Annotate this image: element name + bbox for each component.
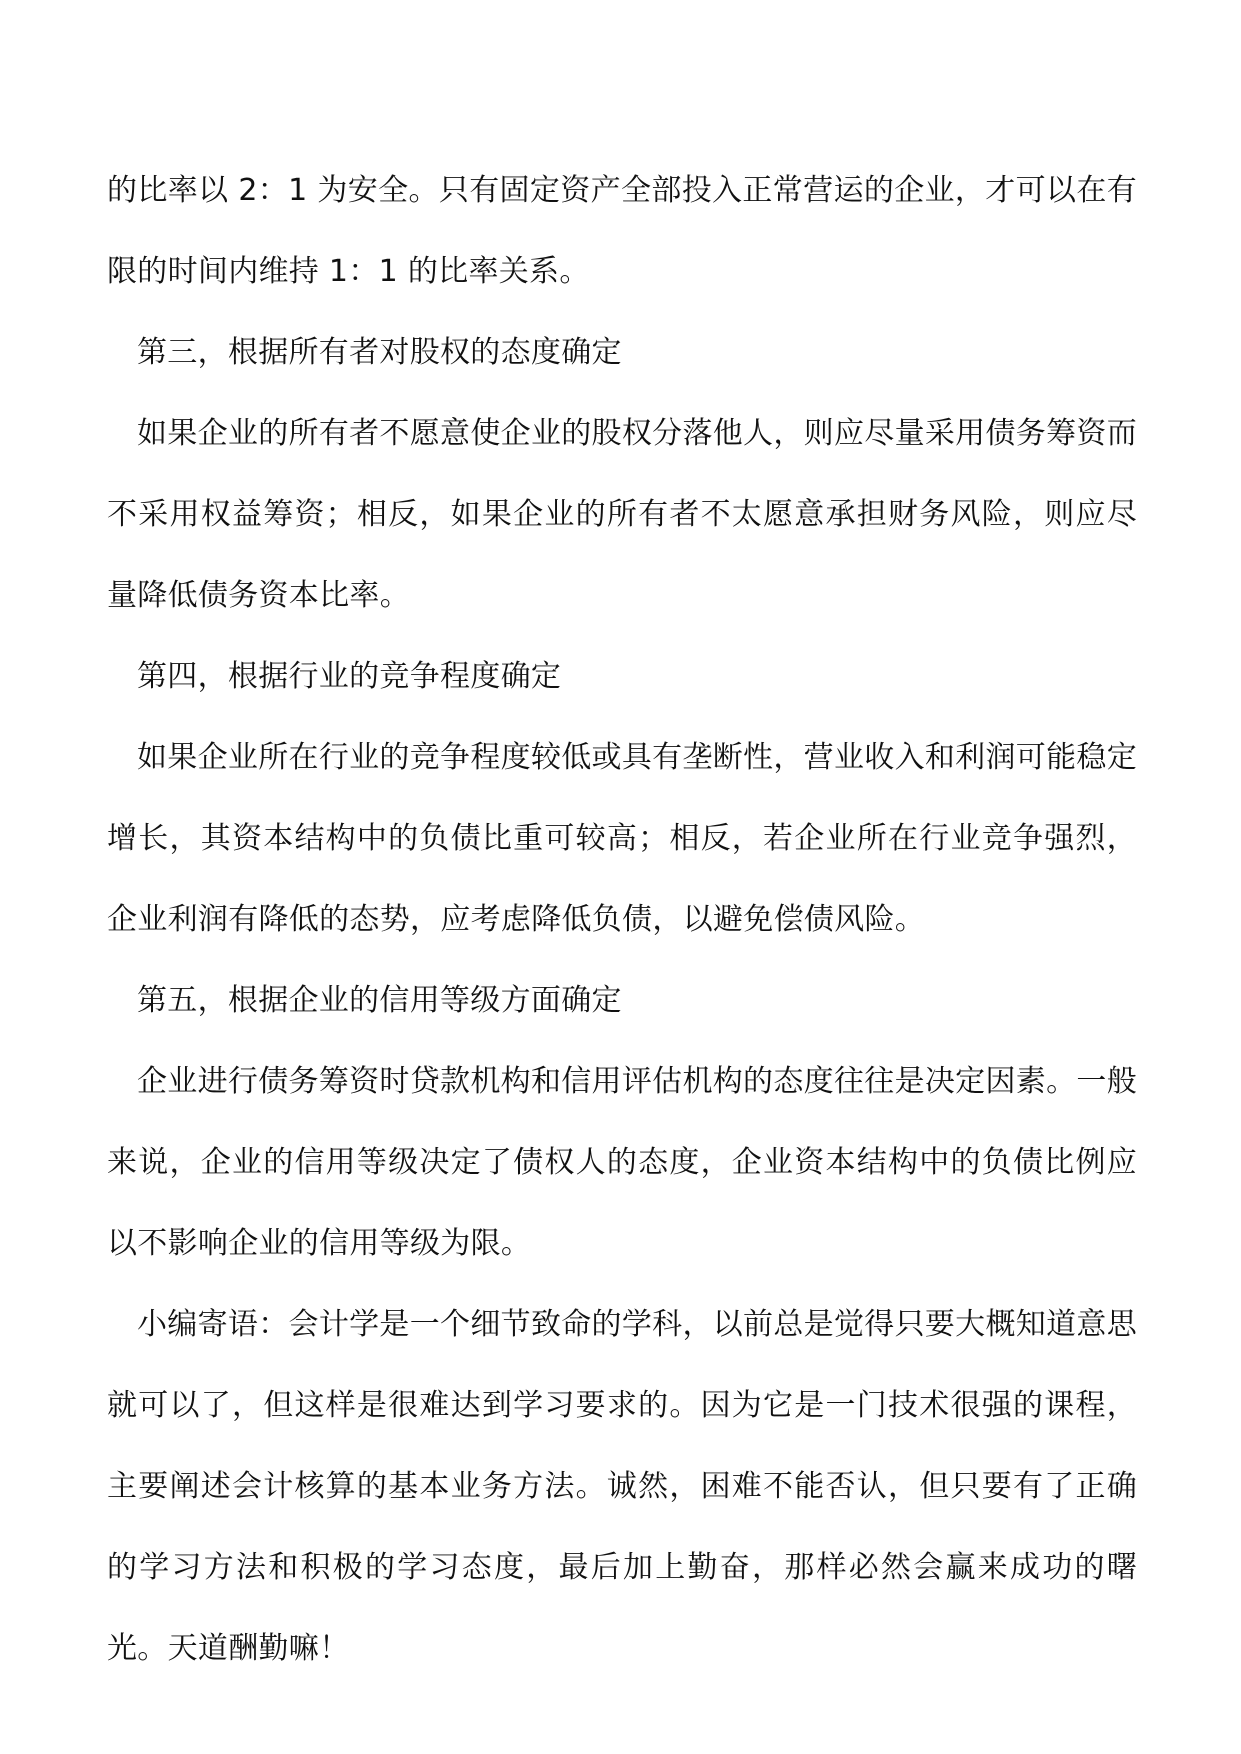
section-heading-3: 第三，根据所有者对股权的态度确定: [137, 335, 622, 370]
body-paragraph-2: 如果企业的所有者不愿意使企业的股权分落他人，则应尽量采用债务筹资而不采用权益筹资；相反，如果企业的所有者不太愿意承担财务风险，则应尽量降低债务资本比率。: [107, 416, 1137, 613]
section-heading-4: 第四，根据行业的竞争程度确定: [137, 659, 562, 694]
editor-note-paragraph: 小编寄语：会计学是一个细节致命的学科，以前总是觉得只要大概知道意思就可以了，但这样是很难达到学习要求的。因为它是一门技术很强的课程，主要阐述会计核算的基本业务方法。诚然，困难不能否认，但只要有了正确的学习方法和积极的学习态度，最后加上勤奋，那样必然会赢来成功的曙光。天道酬勤嘛！: [107, 1307, 1137, 1666]
body-paragraph-3: 如果企业所在行业的竞争程度较低或具有垄断性，营业收入和利润可能稳定增长，其资本结构中的负债比重可较高；相反，若企业所在行业竞争强烈，企业利润有降低的态势，应考虑降低负债，以避免偿债风险。: [107, 740, 1137, 937]
body-paragraph-4: 企业进行债务筹资时贷款机构和信用评估机构的态度往往是决定因素。一般来说，企业的信用等级决定了债权人的态度，企业资本结构中的负债比例应以不影响企业的信用等级为限。: [107, 1064, 1137, 1261]
section-heading-5: 第五，根据企业的信用等级方面确定: [137, 983, 622, 1018]
body-paragraph-1: 的比率以 2：1 为安全。只有固定资产全部投入正常营运的企业，才可以在有限的时间内维持 1：1 的比率关系。: [107, 173, 1137, 289]
document-body: [107, 150, 1137, 1689]
